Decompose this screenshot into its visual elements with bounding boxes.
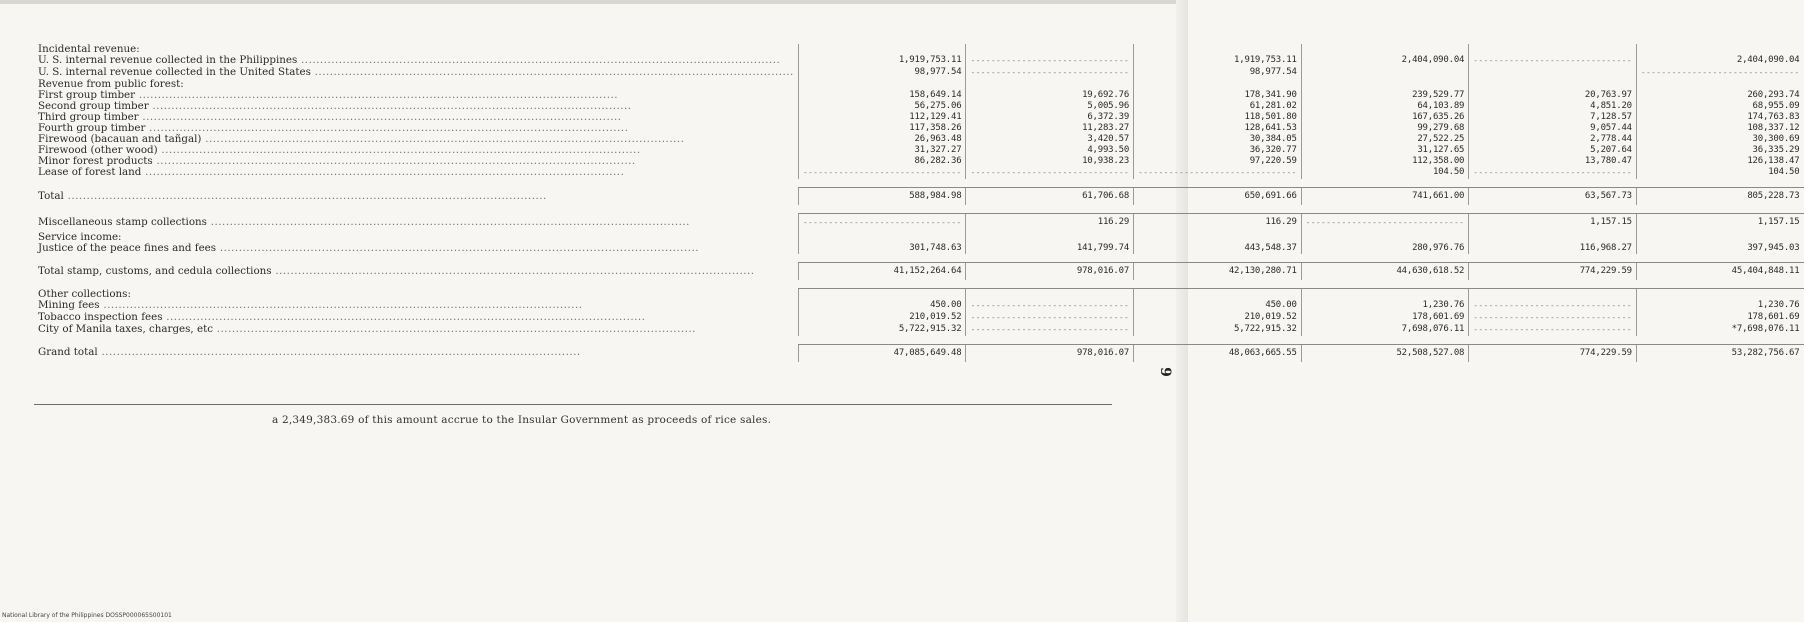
- value-cell: 1,157.15: [1469, 214, 1637, 233]
- value-cell: 5,722,915.32: [798, 324, 966, 336]
- value-cell: [1636, 232, 1803, 243]
- value-cell: 118,501.80: [1134, 112, 1302, 123]
- value-cell: 174,763.83: [1636, 112, 1803, 123]
- value-cell: 44,630,618.52: [1301, 263, 1469, 281]
- row-label-text: Incidental revenue:: [38, 43, 140, 55]
- table-bottom-rule: [34, 404, 1112, 405]
- value-cell: 450.00: [798, 300, 966, 312]
- value-cell: 128,641.53: [1134, 123, 1302, 134]
- value-cell: 4,851.20: [1469, 101, 1637, 112]
- row-label-text: Minor forest products .....: [38, 155, 636, 167]
- empty-cell: [966, 312, 1134, 324]
- row-label-text: Service income:: [38, 231, 122, 243]
- value-cell: [1636, 289, 1803, 300]
- value-cell: 31,327.27: [798, 145, 966, 156]
- value-cell: 116.29: [966, 214, 1134, 233]
- empty-cell: [966, 55, 1134, 67]
- value-cell: 1,230.76: [1636, 300, 1803, 312]
- row-label: [34, 324, 798, 336]
- empty-cell: [966, 324, 1134, 336]
- value-cell: 30,300.69: [1636, 134, 1803, 145]
- row-label: [34, 344, 798, 362]
- row-spacer: [34, 254, 1804, 263]
- value-cell: [798, 44, 966, 55]
- empty-cell: [1301, 214, 1469, 233]
- row-label-text: Third group timber .....: [38, 111, 622, 123]
- value-cell: [798, 289, 966, 300]
- row-label-text: Other collections:: [38, 287, 131, 300]
- table-row: [34, 67, 1804, 79]
- value-cell: 239,529.77: [1301, 90, 1469, 101]
- value-cell: 56,275.06: [798, 101, 966, 112]
- value-cell: 41,152,264.64: [798, 263, 966, 281]
- empty-cell: [1134, 167, 1302, 179]
- row-label: [34, 214, 798, 233]
- value-cell: 86,282.36: [798, 156, 966, 167]
- value-cell: 5,005.96: [966, 101, 1134, 112]
- value-cell: 141,799.74: [966, 243, 1134, 254]
- value-cell: [966, 79, 1134, 90]
- value-cell: 443,548.37: [1134, 243, 1302, 254]
- row-label-text: Grand total .....: [38, 346, 581, 358]
- value-cell: 3,420.57: [966, 134, 1134, 145]
- value-cell: 805,228.73: [1636, 188, 1803, 206]
- value-cell: 27,522.25: [1301, 134, 1469, 145]
- value-cell: 104.50: [1301, 167, 1469, 179]
- value-cell: 42,130,280.71: [1134, 263, 1302, 281]
- value-cell: [1301, 289, 1469, 300]
- value-cell: 112,129.41: [798, 112, 966, 123]
- table-row: [34, 167, 1804, 179]
- value-cell: [1134, 79, 1302, 90]
- empty-cell: [798, 167, 966, 179]
- value-cell: 63,567.73: [1469, 188, 1637, 206]
- row-label-text: First group timber .....: [38, 89, 618, 101]
- row-label-text: Total .....: [38, 190, 547, 202]
- value-cell: 5,722,915.32: [1134, 324, 1302, 336]
- row-label-text: U. S. internal revenue collected in the United States .....: [38, 66, 794, 78]
- value-cell: 4,993.50: [966, 145, 1134, 156]
- empty-cell: [1469, 300, 1637, 312]
- row-label: [34, 188, 798, 206]
- value-cell: 116,968.27: [1469, 243, 1637, 254]
- value-cell: 36,320.77: [1134, 145, 1302, 156]
- value-cell: 99,279.68: [1301, 123, 1469, 134]
- value-cell: 178,601.69: [1301, 312, 1469, 324]
- value-cell: [1134, 289, 1302, 300]
- value-cell: 112,358.00: [1301, 156, 1469, 167]
- row-label-text: Justice of the peace fines and fees .....: [38, 242, 699, 254]
- row-label-text: Second group timber .....: [38, 100, 632, 112]
- table-row: [34, 243, 1804, 254]
- value-cell: 6,372.39: [966, 112, 1134, 123]
- value-cell: 650,691.66: [1134, 188, 1302, 206]
- row-label-text: City of Manila taxes, charges, etc .....: [38, 323, 696, 335]
- value-cell: 741,661.00: [1301, 188, 1469, 206]
- value-cell: 1,919,753.11: [1134, 55, 1302, 67]
- value-cell: [1636, 44, 1803, 55]
- value-cell: *7,698,076.11: [1636, 324, 1803, 336]
- value-cell: 1,230.76: [1301, 300, 1469, 312]
- value-cell: 178,341.90: [1134, 90, 1302, 101]
- top-border: [0, 0, 1188, 4]
- value-cell: 178,601.69: [1636, 312, 1803, 324]
- value-cell: [1469, 67, 1637, 79]
- value-cell: 167,635.26: [1301, 112, 1469, 123]
- table-row: [34, 188, 1804, 206]
- value-cell: 2,778.44: [1469, 134, 1637, 145]
- value-cell: 1,919,753.11: [798, 55, 966, 67]
- value-cell: [966, 232, 1134, 243]
- value-cell: [1134, 232, 1302, 243]
- value-cell: 210,019.52: [1134, 312, 1302, 324]
- value-cell: 104.50: [1636, 167, 1803, 179]
- value-cell: 280,976.76: [1301, 243, 1469, 254]
- value-cell: 1,157.15: [1636, 214, 1803, 233]
- value-cell: [966, 44, 1134, 55]
- empty-cell: [1469, 312, 1637, 324]
- value-cell: 61,706.68: [966, 188, 1134, 206]
- value-cell: 774,229.59: [1469, 344, 1637, 362]
- row-spacer: [34, 280, 1804, 289]
- value-cell: 48,063,665.55: [1134, 344, 1302, 362]
- row-label-text: Firewood (bacauan and tañgal) .....: [38, 133, 684, 145]
- value-cell: 52,508,527.08: [1301, 344, 1469, 362]
- value-cell: 47,085,649.48: [798, 344, 966, 362]
- row-label: [34, 243, 798, 254]
- row-label: [34, 167, 798, 179]
- revenue-table-body: [34, 44, 1804, 362]
- row-spacer: [34, 336, 1804, 345]
- row-spacer: [34, 205, 1804, 214]
- value-cell: 68,955.09: [1636, 101, 1803, 112]
- value-cell: [1469, 232, 1637, 243]
- value-cell: 397,945.03: [1636, 243, 1803, 254]
- row-label-text: Firewood (other wood) .....: [38, 144, 641, 156]
- value-cell: 19,692.76: [966, 90, 1134, 101]
- empty-cell: [798, 214, 966, 233]
- value-cell: 9,057.44: [1469, 123, 1637, 134]
- revenue-table: [34, 44, 1804, 362]
- value-cell: 774,229.59: [1469, 263, 1637, 281]
- value-cell: [798, 79, 966, 90]
- value-cell: [966, 289, 1134, 300]
- value-cell: 7,698,076.11: [1301, 324, 1469, 336]
- value-cell: 26,963.48: [798, 134, 966, 145]
- row-label-text: Tobacco inspection fees .....: [38, 311, 645, 323]
- value-cell: 588,984.98: [798, 188, 966, 206]
- value-cell: 53,282,756.67: [1636, 344, 1803, 362]
- value-cell: 7,128.57: [1469, 112, 1637, 123]
- value-cell: 158,649.14: [798, 90, 966, 101]
- value-cell: [1469, 44, 1637, 55]
- value-cell: 108,337.12: [1636, 123, 1803, 134]
- page-number: 9: [1156, 367, 1173, 377]
- row-label-text: Lease of forest land .....: [38, 166, 624, 178]
- empty-cell: [966, 67, 1134, 79]
- value-cell: 45,404,848.11: [1636, 263, 1803, 281]
- value-cell: 64,103.89: [1301, 101, 1469, 112]
- value-cell: [1301, 67, 1469, 79]
- value-cell: [1301, 44, 1469, 55]
- value-cell: 978,016.07: [966, 344, 1134, 362]
- empty-cell: [1469, 167, 1637, 179]
- value-cell: 260,293.74: [1636, 90, 1803, 101]
- value-cell: 98,977.54: [1134, 67, 1302, 79]
- value-cell: 450.00: [1134, 300, 1302, 312]
- value-cell: 126,138.47: [1636, 156, 1803, 167]
- value-cell: [798, 232, 966, 243]
- value-cell: 11,283.27: [966, 123, 1134, 134]
- row-label-text: Miscellaneous stamp collections .....: [38, 216, 690, 228]
- value-cell: [1301, 79, 1469, 90]
- value-cell: 30,384.05: [1134, 134, 1302, 145]
- value-cell: [1301, 232, 1469, 243]
- value-cell: [1469, 79, 1637, 90]
- value-cell: [1134, 44, 1302, 55]
- table-row: [34, 344, 1804, 362]
- value-cell: 116.29: [1134, 214, 1302, 233]
- value-cell: 978,016.07: [966, 263, 1134, 281]
- empty-cell: [966, 300, 1134, 312]
- table-row: [34, 214, 1804, 233]
- row-label-text: Fourth group timber .....: [38, 122, 628, 134]
- row-label-text: U. S. internal revenue collected in the Philippines .....: [38, 54, 780, 66]
- value-cell: 5,207.64: [1469, 145, 1637, 156]
- value-cell: 117,358.26: [798, 123, 966, 134]
- row-label-text: Total stamp, customs, and cedula collections .....: [38, 265, 755, 277]
- value-cell: [1636, 79, 1803, 90]
- row-label-text: Revenue from public forest:: [38, 78, 184, 90]
- value-cell: 98,977.54: [798, 67, 966, 79]
- empty-cell: [966, 167, 1134, 179]
- footnote: a 2,349,383.69 of this amount accrue to the Insular Government as proceeds of rice sales.: [272, 414, 772, 426]
- value-cell: 97,220.59: [1134, 156, 1302, 167]
- value-cell: 31,127.65: [1301, 145, 1469, 156]
- scan-credit: National Library of the Philippines DOSSP000065S00101: [2, 612, 172, 619]
- value-cell: 61,281.02: [1134, 101, 1302, 112]
- value-cell: 2,404,090.04: [1636, 55, 1803, 67]
- row-label-text: Mining fees .....: [38, 299, 583, 311]
- value-cell: 210,019.52: [798, 312, 966, 324]
- value-cell: 301,748.63: [798, 243, 966, 254]
- empty-cell: [1469, 55, 1637, 67]
- table-row: [34, 324, 1804, 336]
- value-cell: 10,938.23: [966, 156, 1134, 167]
- table-row: [34, 263, 1804, 281]
- row-spacer: [34, 179, 1804, 188]
- empty-cell: [1469, 324, 1637, 336]
- value-cell: 2,404,090.04: [1301, 55, 1469, 67]
- row-label: [34, 263, 798, 281]
- value-cell: 20,763.97: [1469, 90, 1637, 101]
- value-cell: [1469, 289, 1637, 300]
- empty-cell: [1636, 67, 1803, 79]
- value-cell: 13,780.47: [1469, 156, 1637, 167]
- value-cell: 36,335.29: [1636, 145, 1803, 156]
